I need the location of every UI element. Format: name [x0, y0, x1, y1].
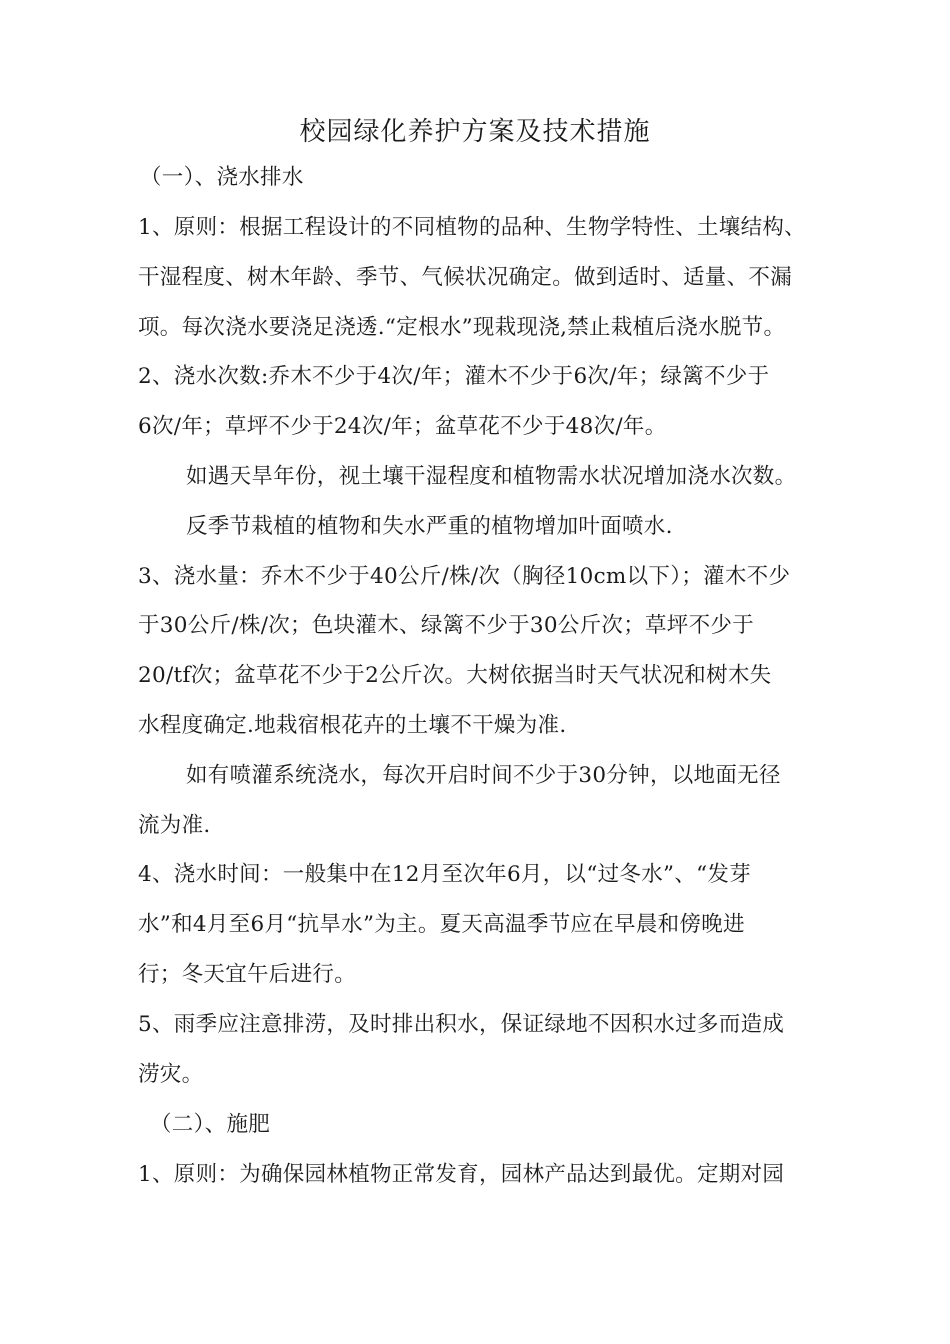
paragraph-line: 行；冬天宜午后进行。	[138, 962, 357, 987]
paragraph-line: 20/tf次；盆草花不少于2公斤次。大树依据当时天气状况和树木失	[138, 663, 772, 688]
paragraph-line: 如遇天旱年份，视土壤干湿程度和植物需水状况增加浇水次数。	[186, 464, 797, 489]
paragraph-line: 干湿程度、树木年龄、季节、气候状况确定。做到适时、适量、不漏	[138, 265, 793, 290]
paragraph-line: 反季节栽植的植物和失水严重的植物增加叶面喷水.	[186, 514, 673, 539]
section-heading-fertilizing: （二）、施肥	[150, 1112, 271, 1137]
section-heading-watering: （一）、浇水排水	[140, 165, 304, 190]
paragraph-line: 于30公斤/株/次；色块灌木、绿篱不少于30公斤次；草坪不少于	[138, 613, 755, 638]
paragraph-line: 水程度确定.地栽宿根花卉的土壤不干燥为准.	[138, 713, 567, 738]
paragraph-line: 5、雨季应注意排涝，及时排出积水，保证绿地不因积水过多而造成	[138, 1012, 785, 1037]
paragraph-line: 如有喷灌系统浇水，每次开启时间不少于30分钟，以地面无径	[186, 763, 781, 788]
paragraph-line: 1、原则：根据工程设计的不同植物的品种、生物学特性、土壤结构、	[138, 215, 806, 240]
paragraph-line: 涝灾。	[138, 1062, 204, 1087]
paragraph-line: 水”和4月至6月“抗旱水”为主。夏天高温季节应在早晨和傍晚进	[138, 912, 745, 937]
paragraph-line: 4、浇水时间：一般集中在12月至次年6月，以“过冬水”、“发芽	[138, 862, 751, 887]
paragraph-line: 2、浇水次数:乔木不少于4次/年；灌木不少于6次/年；绿篱不少于	[138, 364, 770, 389]
paragraph-line: 1、原则：为确保园林植物正常发育，园林产品达到最优。定期对园	[138, 1162, 785, 1187]
paragraph-line: 6次/年；草坪不少于24次/年；盆草花不少于48次/年。	[138, 414, 667, 439]
document-title: 校园绿化养护方案及技术措施	[299, 117, 651, 147]
paragraph-line: 流为准.	[138, 813, 211, 838]
paragraph-line: 3、浇水量：乔木不少于40公斤/株/次（胸径10cm以下）；灌木不少	[138, 564, 791, 589]
paragraph-line: 项。每次浇水要浇足浇透.“定根水”现栽现浇,禁止栽植后浇水脱节。	[138, 315, 786, 340]
